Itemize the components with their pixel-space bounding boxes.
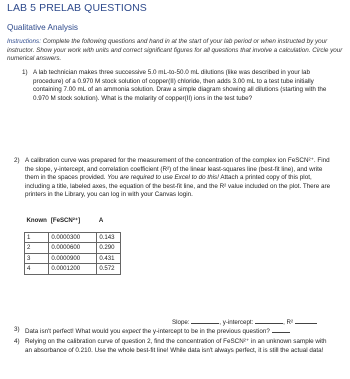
question-text-part: the y-intercept to be in the previous question? [140, 328, 270, 335]
intercept-blank[interactable] [255, 317, 283, 324]
table-cell: 0.431 [97, 253, 121, 264]
question-number: 1) [22, 69, 28, 76]
table-cell: 1 [25, 232, 49, 243]
r2-label: R² [286, 319, 294, 326]
answer-blank[interactable] [272, 326, 290, 333]
slope-blank[interactable] [191, 317, 219, 324]
question-number: 3) [14, 326, 20, 333]
table-cell: 3 [25, 253, 49, 264]
column-header-absorbance: A [98, 217, 104, 225]
table-row [25, 264, 121, 275]
question-text: A lab technician makes three successive 5.0 mL-to-50.0 mL dilutions (like was described in your lab procedure) of a 0.970 M stock solution of copper(II) chloride, then adds 3.00 mL to a test tube initially containing 7.00 mL of an ammonia solution. Draw a simple diagram showing all dilutions (starting with the 0.970 M stock solution). What is the molarity of copper(II) ions in the test tube? [33, 69, 327, 102]
question-text-emphasis: You are required to use Excel to do this! [107, 174, 219, 181]
calibration-table [24, 216, 121, 275]
intercept-label: y-intercept: [222, 319, 254, 326]
section-subtitle: Qualitative Analysis [7, 23, 78, 32]
slope-label: Slope: [172, 319, 190, 326]
question-text-part: A calibration curve was prepared for the measurement of the concentration of the complex ion FeSCN²⁺. Find the slope, y-intercept, and correlation coefficient (R²) of the linear least-squares line (best-fit line), and write them in the spaces provided. [25, 157, 330, 181]
question-number: 4) [14, 338, 20, 345]
instructions-lead: Instructions: [7, 38, 41, 45]
table-cell: 0.290 [97, 243, 121, 254]
table-cell: 4 [25, 264, 49, 275]
table-cell: 2 [25, 243, 49, 254]
question-text-part: Attach a printed copy of this plot, including a title, labeled axes, the equation of the best-fit line, and the R² value included on the plot. There are printers in the Library, you can log in with your Canvas login. [25, 174, 331, 198]
r2-blank[interactable] [295, 317, 317, 324]
question-text [25, 326, 290, 337]
table-row [25, 253, 121, 264]
answer-line: Slope: , y-intercept: , R² [172, 317, 317, 326]
instructions-paragraph [7, 38, 343, 64]
column-header-known: Known [26, 217, 47, 225]
page-title: LAB 5 PRELAB QUESTIONS [7, 2, 147, 14]
instructions-text: Complete the following questions and hand in at the start of your lab period or when instructed by your instructor. Show your work with units and correct significant figures for all questions that involve a calculation. Circle your numerical answers. [7, 38, 343, 63]
question-text-emphasis: expect [122, 328, 141, 335]
table-cell: 0.572 [97, 264, 121, 275]
question-number: 2) [14, 157, 20, 164]
table-cell: 0.0000900 [49, 253, 97, 264]
table-cell: 0.0000600 [49, 243, 97, 254]
table-header-row [25, 216, 121, 226]
table-row [25, 243, 121, 254]
question-text-part: Data isn't perfect! What would you [25, 328, 123, 335]
question-text [25, 157, 331, 200]
table-cell: 0.0001200 [49, 264, 97, 275]
table-row [25, 232, 121, 243]
table-cell: 0.143 [97, 232, 121, 243]
column-header-concentration: [FeSCN²⁺] [50, 217, 81, 225]
table-cell: 0.0000300 [49, 232, 97, 243]
question-text: Relying on the calibration curve of question 2, find the concentration of FeSCN²⁺ in an unknown sample with an absorbance of 0.210. Use the whole best-fit line! While data isn't always perfect, it is still the actual data! [25, 338, 327, 354]
